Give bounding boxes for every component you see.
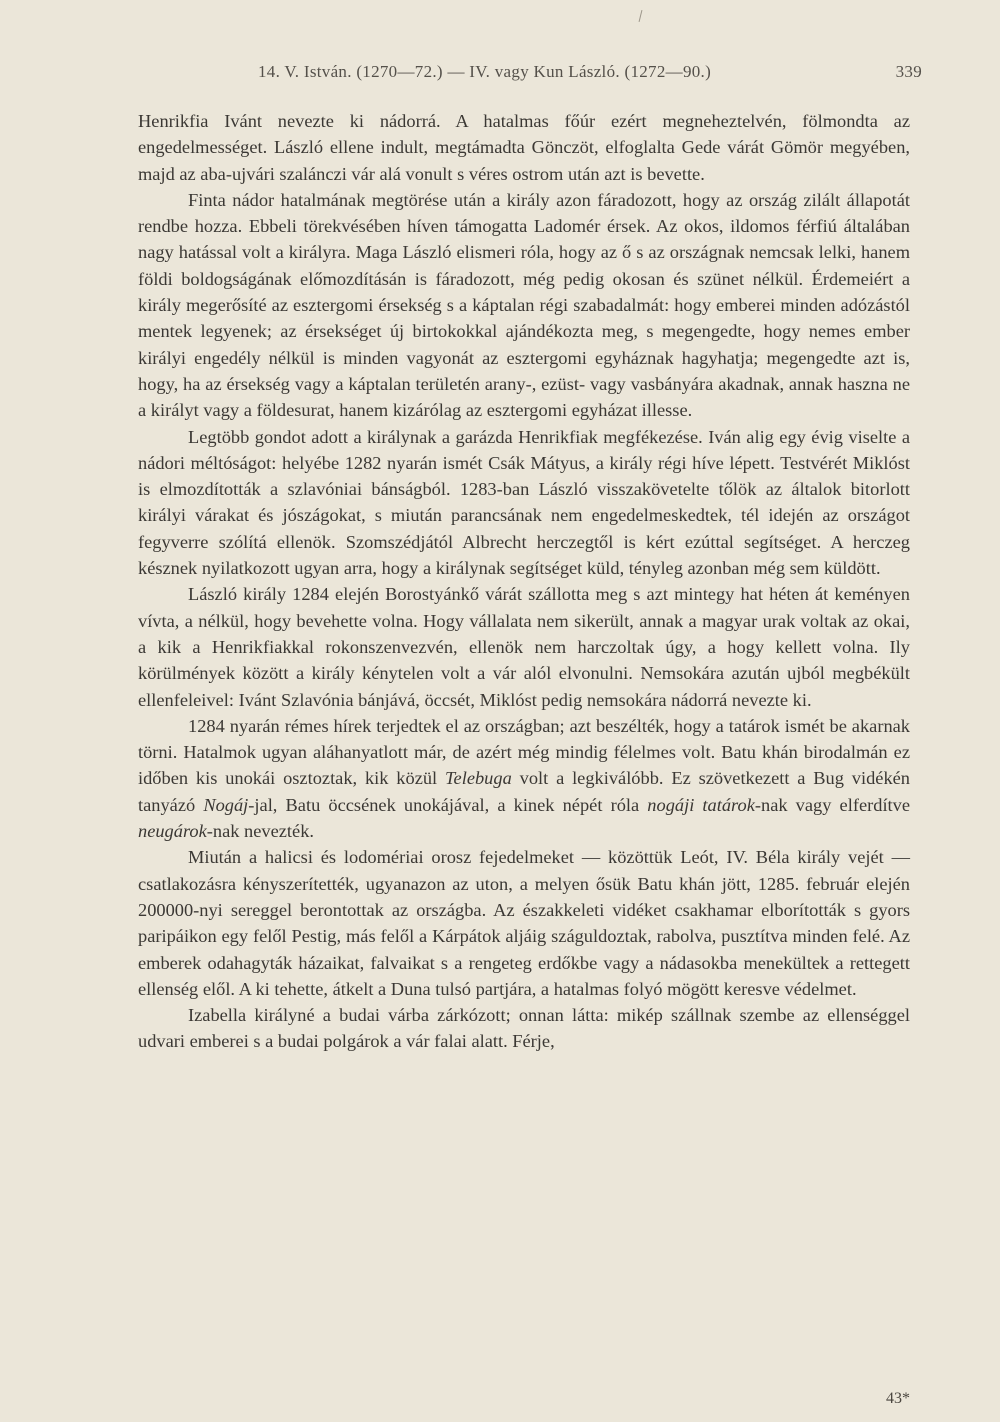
body-text <box>138 108 910 1055</box>
paragraph: Legtöbb gondot adott a királynak a garázda Henrikfiak megfékezése. Iván alig egy évig viselte a nádori méltóságot: helyébe 1282 nyarán ismét Csák Mátyus, a király régi híve lépett. Testvérét Miklóst is elmozdították a szlavóniai bánságból. 1283-ban László visszakövetelte tőlök az általok bitorlott királyi várakat és jószágokat, s miután parancsának nem engedelmeskedtek, tél idején az országot fegyverre szólítá ellenök. Szomszédjától Albrecht herczegtől is kért ezúttal segítséget. A herczeg késznek nyilatkozott ugyan arra, hogy a királynak segítséget küld, tényleg azonban még sem küldött. <box>138 426 910 579</box>
paragraph: Miután a halicsi és lodomériai orosz fejedelmeket — közöttük Leót, IV. Béla király vejét — csatlakozásra kényszerítették, ugyanazon az uton, a melyen ősük Batu khán jött, 1285. február elején 200000-nyi sereggel berontottak az országba. Az északkeleti vidéket csakhamar elborították s gyors paripáikon egy felől Pestig, más felől a Kárpátok aljáig száguldoztak, rabolva, pusztítva minden felé. Az emberek odahagyták házaikat, falvaikat s a rengeteg erdőkbe vagy a nádasokba menekültek a rettegett ellenség elől. A ki tehette, átkelt a Duna tulsó partjára, a hatalmas folyó mögött keresve védelmet. <box>138 847 910 999</box>
text-run: -nak vagy elferdítve <box>754 794 911 815</box>
running-head-title: 14. V. István. (1270—72.) — IV. vagy Kun László. (1272—90.) <box>258 62 712 81</box>
pencil-mark <box>639 10 643 22</box>
text-run: -nak nevezték. <box>206 821 315 842</box>
text-run: 1284 nyarán rémes hírek terjedtek el az országban; azt beszélték, hogy a tatárok ismét be akarnak törni. Hatalmok ugyan aláhanyatlott már, de azért még mindig félelmes volt. Batu khán birodalmán ez időben kis unokái osztoztak, kik közül <box>138 715 910 789</box>
paragraph: Finta nádor hatalmának megtörése után a király azon fáradozott, hogy az ország zilált állapotát rendbe hozza. Ebbeli törekvésében híven támogatta Ladomér érsek. Az okos, ildomos férfiú általában nagy hatással volt a királyra. Maga László elismeri róla, hogy az ő s az országnak nemcsak lelki, hanem földi boldogságának előmozdításán is fáradozott, még pedig okosan és szünet nélkül. Érdemeiért a király megerősíté az esztergomi érsekség s a káptalan régi szabadalmát: hogy emberei minden adózástól mentek legyenek; az érsekséget új birtokokkal ajándékozta meg, s megengedte, hogy nemes ember királyi engedély nélkül is minden vagyonát az esztergomi egyháznak hagyhatja; megengedte azt is, hogy, ha az érsekség vagy a káptalan területén arany-, ezüst- vagy vasbányára akadnak, annak haszna ne a királyt vagy a földesurat, hanem kizárólag az esztergomi egyházat illesse. <box>138 189 910 421</box>
running-head <box>138 62 922 86</box>
text-run: volt a legkiválóbb. Ez szövetkezett a Bug vidékén tanyázó <box>138 768 911 815</box>
italic-term: Nogáj <box>203 794 249 815</box>
paragraph: Izabella királyné a budai várba zárkózott; onnan látta: mikép szállnak szembe az ellenséggel udvari emberei s a budai polgárok a vár falai alatt. Férje, <box>138 1005 910 1052</box>
paragraph: László király 1284 elején Borostyánkő várát szállotta meg s azt mintegy hat héten át keményen vívta, a nélkül, hogy bevehette volna. Hogy vállalata nem sikerült, annak a magyar urak voltak az okai, a kik a Henrikfiakkal rokonszenvezvén, ellenök nem harczoltak úgy, a hogy kellett volna. Ily körülmények között a király kénytelen volt a vár alól elvonulni. Nemsokára azután ujból megbékült ellenfeleivel: Ivánt Szlavónia bánjává, öccsét, Miklóst pedig nemsokára nádorrá nevezte ki. <box>138 584 910 710</box>
italic-term: neugárok <box>138 821 207 842</box>
italic-term: Telebuga <box>445 768 512 789</box>
italic-term: nogáji tatárok <box>647 794 755 815</box>
text-run: -jal, Batu öccsének unokájával, a kinek népét róla <box>248 794 648 815</box>
printer-signature: 43* <box>886 1390 910 1407</box>
page-number: 339 <box>895 62 922 81</box>
paragraph <box>138 713 910 844</box>
paragraph: Henrikfia Ivánt nevezte ki nádorrá. A hatalmas főúr ezért megneheztelvén, fölmondta az engedelmességet. László ellene indult, megtámadta Gönczöt, elfoglalta Gede várát Gömör megyében, majd az aba-ujvári szalánczi vár alá vonult s véres ostrom után azt is bevette. <box>138 111 910 184</box>
